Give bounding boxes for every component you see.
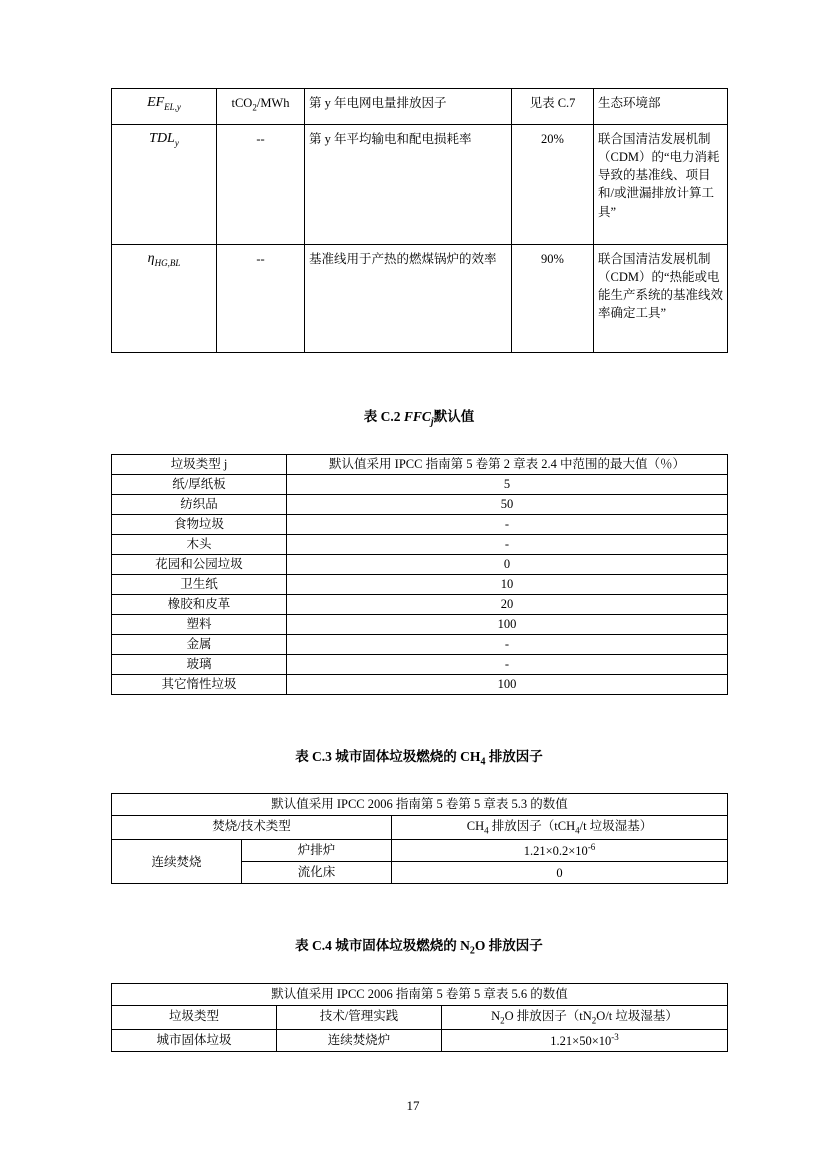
ef-prefix: CH [466, 819, 485, 834]
unit-subscript: 2 [252, 102, 257, 113]
table-header-row [112, 816, 728, 840]
caption-table-c4 [111, 934, 727, 957]
waste-type: 木头 [112, 534, 287, 554]
value-cell: 90% [512, 245, 594, 353]
page-number: 17 [406, 1098, 420, 1113]
technology-cell: 炉排炉 [242, 839, 392, 861]
value-exponent: -3 [611, 1031, 619, 1042]
unit-text: tCO [231, 96, 253, 110]
practice-cell: 连续焚烧炉 [277, 1029, 442, 1051]
column-header-default-value: 默认值采用 IPCC 指南第 5 卷第 2 章表 2.4 中范围的最大值（％） [287, 454, 728, 474]
table-title: 默认值采用 IPCC 2006 指南第 5 卷第 5 章表 5.3 的数值 [112, 794, 728, 816]
table-row [112, 494, 728, 514]
caption-table-c3 [111, 745, 727, 768]
default-value: 20 [287, 594, 728, 614]
column-header-emission-factor [442, 1006, 728, 1030]
symbol-cell [112, 89, 217, 125]
ef-prefix: N [491, 1009, 501, 1024]
default-value: - [287, 654, 728, 674]
caption-mid: O 排放因子 [474, 938, 543, 954]
technology-cell: 流化床 [242, 862, 392, 884]
waste-type: 塑料 [112, 614, 287, 634]
description-cell: 第 y 年平均输电和配电损耗率 [305, 125, 512, 245]
symbol-subscript: HG,BL [154, 257, 181, 268]
value-cell [392, 862, 728, 884]
table-header-row [112, 454, 728, 474]
column-header-emission-factor [392, 816, 728, 840]
default-value: - [287, 634, 728, 654]
caption-italic-symbol: FFC [403, 409, 431, 424]
table-c1-continued [111, 88, 728, 353]
waste-type: 其它惰性垃圾 [112, 674, 287, 694]
ef-sub2: 4 [575, 825, 580, 836]
symbol-subscript: EL,y [164, 101, 181, 112]
waste-type: 橡胶和皮革 [112, 594, 287, 614]
default-value: 100 [287, 614, 728, 634]
caption-prefix: 表 C.4 城市固体垃圾燃烧的 N [295, 938, 470, 954]
value-cell [392, 839, 728, 861]
ef-sub: 4 [484, 825, 489, 836]
waste-type: 食物垃圾 [112, 514, 287, 534]
unit-cell [217, 89, 305, 125]
column-header-practice: 技术/管理实践 [277, 1006, 442, 1030]
waste-type: 金属 [112, 634, 287, 654]
unit-cell: -- [217, 125, 305, 245]
waste-type: 纺织品 [112, 494, 287, 514]
source-cell: 联合国清洁发展机制（CDM）的“电力消耗导致的基准线、项目和/或泄漏排放计算工具” [594, 125, 728, 245]
table-row [112, 474, 728, 494]
ef-tail: /t 垃圾湿基） [579, 819, 653, 834]
description-cell: 基准线用于产热的燃煤锅炉的效率 [305, 245, 512, 353]
table-row [112, 245, 728, 353]
table-row [112, 554, 728, 574]
column-header-waste-type: 垃圾类型 [112, 1006, 277, 1030]
source-cell: 生态环境部 [594, 89, 728, 125]
table-row [112, 634, 728, 654]
waste-type: 玻璃 [112, 654, 287, 674]
value-cell: 20% [512, 125, 594, 245]
value-text: 1.21×0.2×10 [523, 844, 588, 859]
group-label-continuous-incineration: 连续焚烧 [112, 839, 242, 884]
default-value: - [287, 514, 728, 534]
caption-suffix: 默认值 [433, 409, 475, 424]
default-value: 50 [287, 494, 728, 514]
table-row [112, 534, 728, 554]
description-cell: 第 y 年电网电量排放因子 [305, 89, 512, 125]
value-cell [442, 1029, 728, 1051]
ef-suffix: O 排放因子（tN [504, 1009, 592, 1024]
source-cell: 联合国清洁发展机制（CDM）的“热能或电能生产系统的基准线效率确定工具” [594, 245, 728, 353]
caption-italic-subscript: j [430, 416, 434, 428]
page-content [111, 0, 727, 1052]
default-value: 5 [287, 474, 728, 494]
column-header-waste-type: 垃圾类型 j [112, 454, 287, 474]
symbol-cell [112, 125, 217, 245]
waste-type: 花园和公园垃圾 [112, 554, 287, 574]
table-c4 [111, 983, 728, 1052]
default-value: 0 [287, 554, 728, 574]
table-header-row [112, 1006, 728, 1030]
waste-type-cell: 城市固体垃圾 [112, 1029, 277, 1051]
table-row [112, 89, 728, 125]
caption-subscript: 2 [469, 946, 475, 958]
table-row [112, 594, 728, 614]
value-text: 1.21×50×10 [550, 1033, 612, 1048]
default-value: 100 [287, 674, 728, 694]
table-title-row [112, 984, 728, 1006]
table-row [112, 125, 728, 245]
ef-suffix: 排放因子（tCH [488, 819, 576, 834]
ef-sub: 2 [500, 1015, 505, 1026]
table-row [112, 1029, 728, 1051]
value-exponent: -6 [587, 841, 596, 852]
symbol-base: TDL [149, 131, 175, 146]
symbol-base: EF [147, 95, 165, 110]
default-value: 10 [287, 574, 728, 594]
ef-sub2: 2 [591, 1015, 597, 1026]
symbol-cell [112, 245, 217, 353]
table-row [112, 674, 728, 694]
caption-subscript: 4 [480, 756, 486, 768]
table-row [112, 514, 728, 534]
default-value: - [287, 534, 728, 554]
waste-type: 纸/厚纸板 [112, 474, 287, 494]
caption-prefix: 表 C.3 城市固体垃圾燃烧的 CH [295, 748, 481, 764]
table-row [112, 839, 728, 861]
table-row [112, 614, 728, 634]
value-text: 0 [556, 866, 563, 881]
table-title-row [112, 794, 728, 816]
unit-cell: -- [217, 245, 305, 353]
table-row [112, 654, 728, 674]
waste-type: 卫生纸 [112, 574, 287, 594]
symbol-base: η [147, 251, 155, 266]
table-row [112, 574, 728, 594]
ef-tail: O/t 垃圾湿基） [596, 1009, 678, 1024]
table-c3 [111, 793, 728, 884]
caption-prefix: 表 C.2 [363, 409, 404, 424]
caption-suffix: 排放因子 [485, 748, 543, 764]
unit-tail: /MWh [256, 96, 290, 110]
column-header-technology: 焚烧/技术类型 [112, 816, 392, 840]
value-cell: 见表 C.7 [512, 89, 594, 125]
table-c2 [111, 454, 728, 695]
symbol-subscript: y [174, 137, 179, 148]
caption-table-c2 [111, 405, 727, 428]
table-title: 默认值采用 IPCC 2006 指南第 5 卷第 5 章表 5.6 的数值 [112, 984, 728, 1006]
